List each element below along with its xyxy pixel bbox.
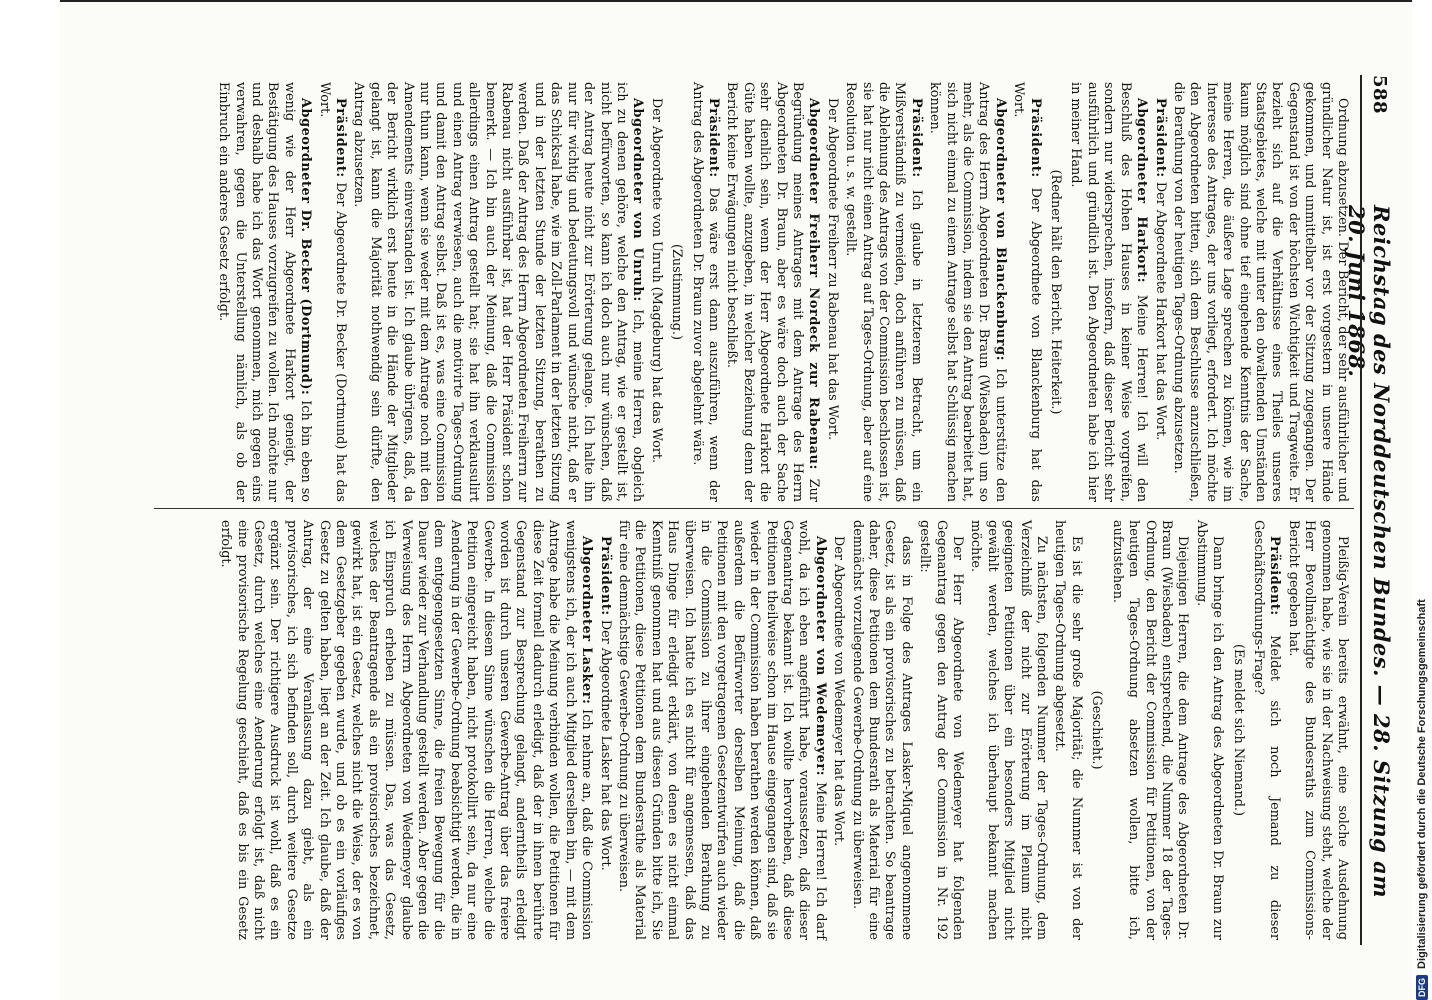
document-page [60,0,1412,1000]
speech-paragraph [350,82,645,502]
speech-text: Ich glaube in letzterem Betracht, um ein Mißverständniß zu vermeiden, doch anführen zu müssen, daß die Ablehnung des Antrags von der Commission beschlossen ist, sie hat nur nicht einen Antrag auf Tages-Ordnung, aber auf eine Resolution u. s. w. gestellt. [843,82,924,502]
speech-text: Ich nehme an, daß die Commission wenigstens ich, der ich auch Mitglied derselben bin, — mit dem Antrage habe die Meinung verbinden wollen, die Petitionen für diese Zeit formell dadurch erledigt, daß der in ihnen berührte Gegenstand zur Besprechung gelangt, anderntheils erledigt worden ist durch unseren Gewerbe-Antrag über das freiere Gewerbe. In diesem Sinne wünschen die Herren, welche die Petition eingereicht haben, nicht protokollirt sein, da nur eine Aenderung in der Gewerbe-Ordnung beabsichtigt werden, die in dem entgegengesetzten Sinne, die freien Bewegung für die Dauer wieder zur Verhandlung gestellt werden. Aber gegen die Verweisung des Herrn Abgeordneten von Wedemeyer glaube ich Einspruch erheben zu müssen. Das, was das Gesetz, welches der Beantragende als ein provisorisches bezeichnet, gewirkt hat, ist ein Gesetz, welches nicht die Weise, der es von dem Gesetzgeber gegeben wurde, und ob es ein vorläufiges Gesetz zu gelten haben, liegt an der Zeit. Ich glaube, daß der Antrag, der eine Veranlassung dazu giebt, als ein provisorisches, ich sich befinden soll, durch weitere Gesetze ergänzt sein. Der richtigere Ausdruck ist wohl, daß es ein Gesetz, durch welches eine Aenderung erfolgt ist, daß nicht eine provisorische Regelung geschieht, daß es bis ein Gesetz erfolgt. [218,520,595,941]
speech-text: Meldet sich noch Jemand zu dieser Geschäftsordnungs-Frage? [1250,520,1283,940]
speech-text: Meine Herren! Ich will den Beschluß des Hohen Hauses in keiner Weise vorgreifen, sondern nur widersprechen, insofern, daß dieser Bericht sehr ausführlich und gründlich ist. Den Abgeordneten habe ich hier in meiner Hand. [1068,82,1150,502]
speaker-name: Abgeordneter Lasker: [579,536,595,705]
speech-paragraph [615,520,828,940]
speaker-name: Präsident: [1152,98,1168,178]
body-paragraph: Ordnung abzusetzen. Der Bericht, der sehr ausführlicher und gründlicher Natur ist, ist erst vorgestern in unsere Hände gekommen, und unmittelbar vor der Sitzung zugegangen. Der Gegenstand ist von der höchsten Wichtigkeit und Tragweite. Er bezieht sich auf die Verhältnisse eines Theiles unseres Staatsgebietes, welche mit unter den obwaltenden Umständen kaum möglich sind ohne tief eingehende Kenntnis der Sache, meine Herren, die äußere Lage sprechen zu können, wie im Interesse des Antrages, der uns vorliegt, erfordert. Ich möchte den Abgeordneten bitten, sich dem Beschlusse anzuschließen, die Berathung von der heutigen Tages-Ordnung abzusetzen. [1170,82,1350,502]
speaker-name: Präsident: [333,98,349,178]
speech-paragraph [315,82,348,502]
body-paragraph: Diejenigen Herren, die dem Antrage des Abgeordneten Dr. Braun (Wiesbaden) entsprechend, die Nummer 18 der Tages-Ordnung, den Bericht der Commission für Petitionen, von der heutigen Tages-Ordnung absetzen wollen, bitte ich, aufzustehen. [1109,520,1191,940]
body-paragraph: Dann bringe ich den Antrag des Abgeordneten Dr. Braun zur Abstimmung. [1193,520,1226,940]
dfg-logo: DFG [1416,975,1428,1000]
running-title: Reichstag des Norddeutschen Bundes. — 28. Sitzung am 20. Juni 1868. [1344,205,1394,898]
body-paragraph: Zu nächsten, folgenden Nummer der Tages-Ordnung, dem Verzeichniß der nicht zur Erörterung im Plenum nicht geeigneten Petitionen über ein besonders Mitglied nicht gewählt werden, welches ich überhaupt bekannt machen möchte. [968,520,1050,940]
speaker-name: Abgeordneter von Unruh: [630,98,646,302]
speaker-name: Präsident: [1267,536,1283,616]
right-column [215,520,1350,940]
stage-direction: (Zustimmung.) [669,244,685,340]
speech-text: Ich, meine Herren, obgleich ich zu denen gehöre, welche den Antrag, wie er gestellt ist, nicht befürworten, so kann ich doch auch nur wünschen, daß der Antrag heute nicht zur Erörterung gelange. Ich halte ihn nur für wichtig und bedeutungsvoll und wünsche nicht, daß er das Schicksal habe, wie im Zoll-Parlament in der letzten Sitzung und in der letzten Stunde der letzten Sitzung, berathen zu werden. Daß der Antrag des Herrn Abgeordneten Freiherrn zur Rabenau nicht ausführbar ist, hat der Herr Präsident schon bemerkt. — Ich bin auch der Meinung, daß die Commission allerdings einen Antrag gestellt hat; sie hat ihn verklausulirt und einen Antrag verwiesen, auch die motivirte Tages-Ordnung und damit den Antrag selbst. Daß ist es, was eine Commission nur thun kann, wenn sie weder mit dem Antrage noch mit den Amendements einverstanden ist. Ich glaube übrigens, daß, da der Bericht wirklich erst heute in die Hände der Mitglieder gelangt ist, kann die Majorität nothwendig sein dürfte, den Antrag abzusetzen. [351,82,646,502]
speaker-name: Abgeordneter Harkort: [1134,98,1150,284]
speech-paragraph [215,82,313,502]
header-rule [1360,75,1362,945]
speaker-name: Abgeordneter von Wedemeyer: [812,536,828,777]
speaker-name: Präsident: [597,536,613,616]
credit-text: Digitalisierung gefördert durch die Deutsche Forschungsgemeinschaft [1416,599,1428,969]
speech-text: Der Abgeordnete Harkort hat das Wort. [1152,181,1168,441]
speech-text: Meine Herren! Ich darf wohl, da ich eben angeführt habe, voraussetzen, daß dieser Gegenantrag bekannt ist. Ich wollte hervorheben, daß diese Petitionen theilweise schon im Hause eingegangen sind, daß sie wieder in der Commission haben berathen werden können, daß außerdem die Befürworter derselben Meinung, daß die Petitionen mit den vorgetragenen Gesetzentwürfen auch wieder in die Commission zu ihrer eingehenden Berathung zu überweisen. Ich hatte ich es nicht für angemessen, daß das Haus Dinge für erledigt erklärt, von denen es nicht einmal Kenntniß genommen hat und aus diesen Gründen bitte ich, Sie die Petitionen, diese Petitionen dem Bundesrathe als Material für eine demnächstige Gewerbe-Ordnung zu überweisen. [615,520,828,940]
left-column [213,82,1350,502]
body-paragraph: Pleißig-Verein bereits erwähnt, eine solche Ausdehnung genommen habe, wie sie in der Nachweisung steht, welche der Herr Bevollmächtigte des Bundesraths zum Commissions-Bericht gegeben hat. [1285,520,1350,940]
speech-paragraph [1151,82,1167,502]
speech-paragraph [926,82,1008,502]
speech-paragraph [596,520,612,940]
column-divider [154,508,1354,509]
speech-paragraph [1250,520,1283,940]
speaker-name: Präsident: [1027,98,1043,178]
stage-direction: (Geschieht.) [1089,690,1105,770]
speech-text: Der Abgeordnete von Blanckenburg hat das Wort. [1011,82,1043,502]
page-number: 588 [1369,75,1390,115]
speaker-name: Abgeordneter von Blanckenburg: [992,98,1008,362]
speech-paragraph [1067,82,1149,502]
body-paragraph: Der Herr Abgeordnete von Wedemeyer hat folgenden Gegenantrag gegen den Antrag der Commission in Nr. 192 gestellt: [917,520,966,940]
body-paragraph: dass in Folge des Antrages Lasker-Miquel angenommene Gesetz, ist als ein provisorisches zu betrachten. So beantrage daher, diese Petitionen dem Bundesrath als Material für eine demnächst vorzulegende Gewerbe-Ordnung zu überweisen. [849,520,914,940]
stage-direction: (Redner hält den Bericht. Heiterkeit.) [1048,169,1064,415]
speech-paragraph [1010,82,1043,502]
speech-paragraph [217,520,594,940]
speaker-name: Präsident: [705,98,721,178]
speech-paragraph [842,82,924,502]
stage-direction: (Es meldet sich Niemand.) [1230,643,1246,816]
speech-paragraph [723,82,821,502]
speaker-name: Abgeordneter Dr. Becker (Dortmund): [298,98,314,396]
body-paragraph: Der Abgeordnete von Unruh (Magdeburg) hat das Wort. [648,98,664,464]
speech-text: Das wäre erst dann auszuführen, wenn der Antrag des Abgeordneten Dr. Braun zuvor abgelehnt wäre. [689,82,721,502]
speech-text: Ich bin eben so wenig wie der Herr Abgeordnete Harkort geneigt, der Bestätigung des Hauses vorzugreifen zu wollen. Ich möchte nur und deshalb habe ich das Wort genommen, mich gegen eins verwahren, gegen die Unterstellung nämlich, als ob der Einbruch ein anderes Gesetz erfolgt. [216,82,314,502]
speech-text: Der Abgeordnete Dr. Becker (Dortmund) hat das Wort. [316,82,349,502]
speech-text: Ich unterstütze den Antrag des Herrn Abgeordneten Dr. Braun (Wiesbaden) um so mehr, als die Commission, indem sie den Antrag bearbeitet hat, sich nicht einmal zu einem Antrage selbst hat Schlüssig machen können. [927,82,1008,502]
speech-text: Der Abgeordnete Lasker hat das Wort. [597,619,613,871]
digitization-credit [1414,10,1430,1000]
body-paragraph: Der Abgeordnete Freiherr zu Rabenau hat das Wort. [824,98,840,441]
speaker-name: Abgeordneter Freiherr Nordeck zur Rabenau: [806,98,822,470]
speech-text: Zur Begründung meines Antrages mit dem Antrage des Herrn Abgeordneten Dr. Braun, aber es wäre doch auch der Sache sehr dienlich sein, wenn der Herr Abgeordnete Harkort die Güte haben wollte, anzugeben, in welcher Beziehung denn der Bericht keine Erwägungen nicht beschließt. [724,82,822,502]
speech-paragraph [688,82,721,502]
speaker-name: Präsident: [908,98,924,178]
body-paragraph: Der Abgeordnete von Wedemeyer hat das Wort. [831,536,847,847]
body-paragraph: Es ist die sehr große Majorität; die Nummer ist von der heutigen Tages-Ordnung abgesetzt. [1052,520,1084,940]
